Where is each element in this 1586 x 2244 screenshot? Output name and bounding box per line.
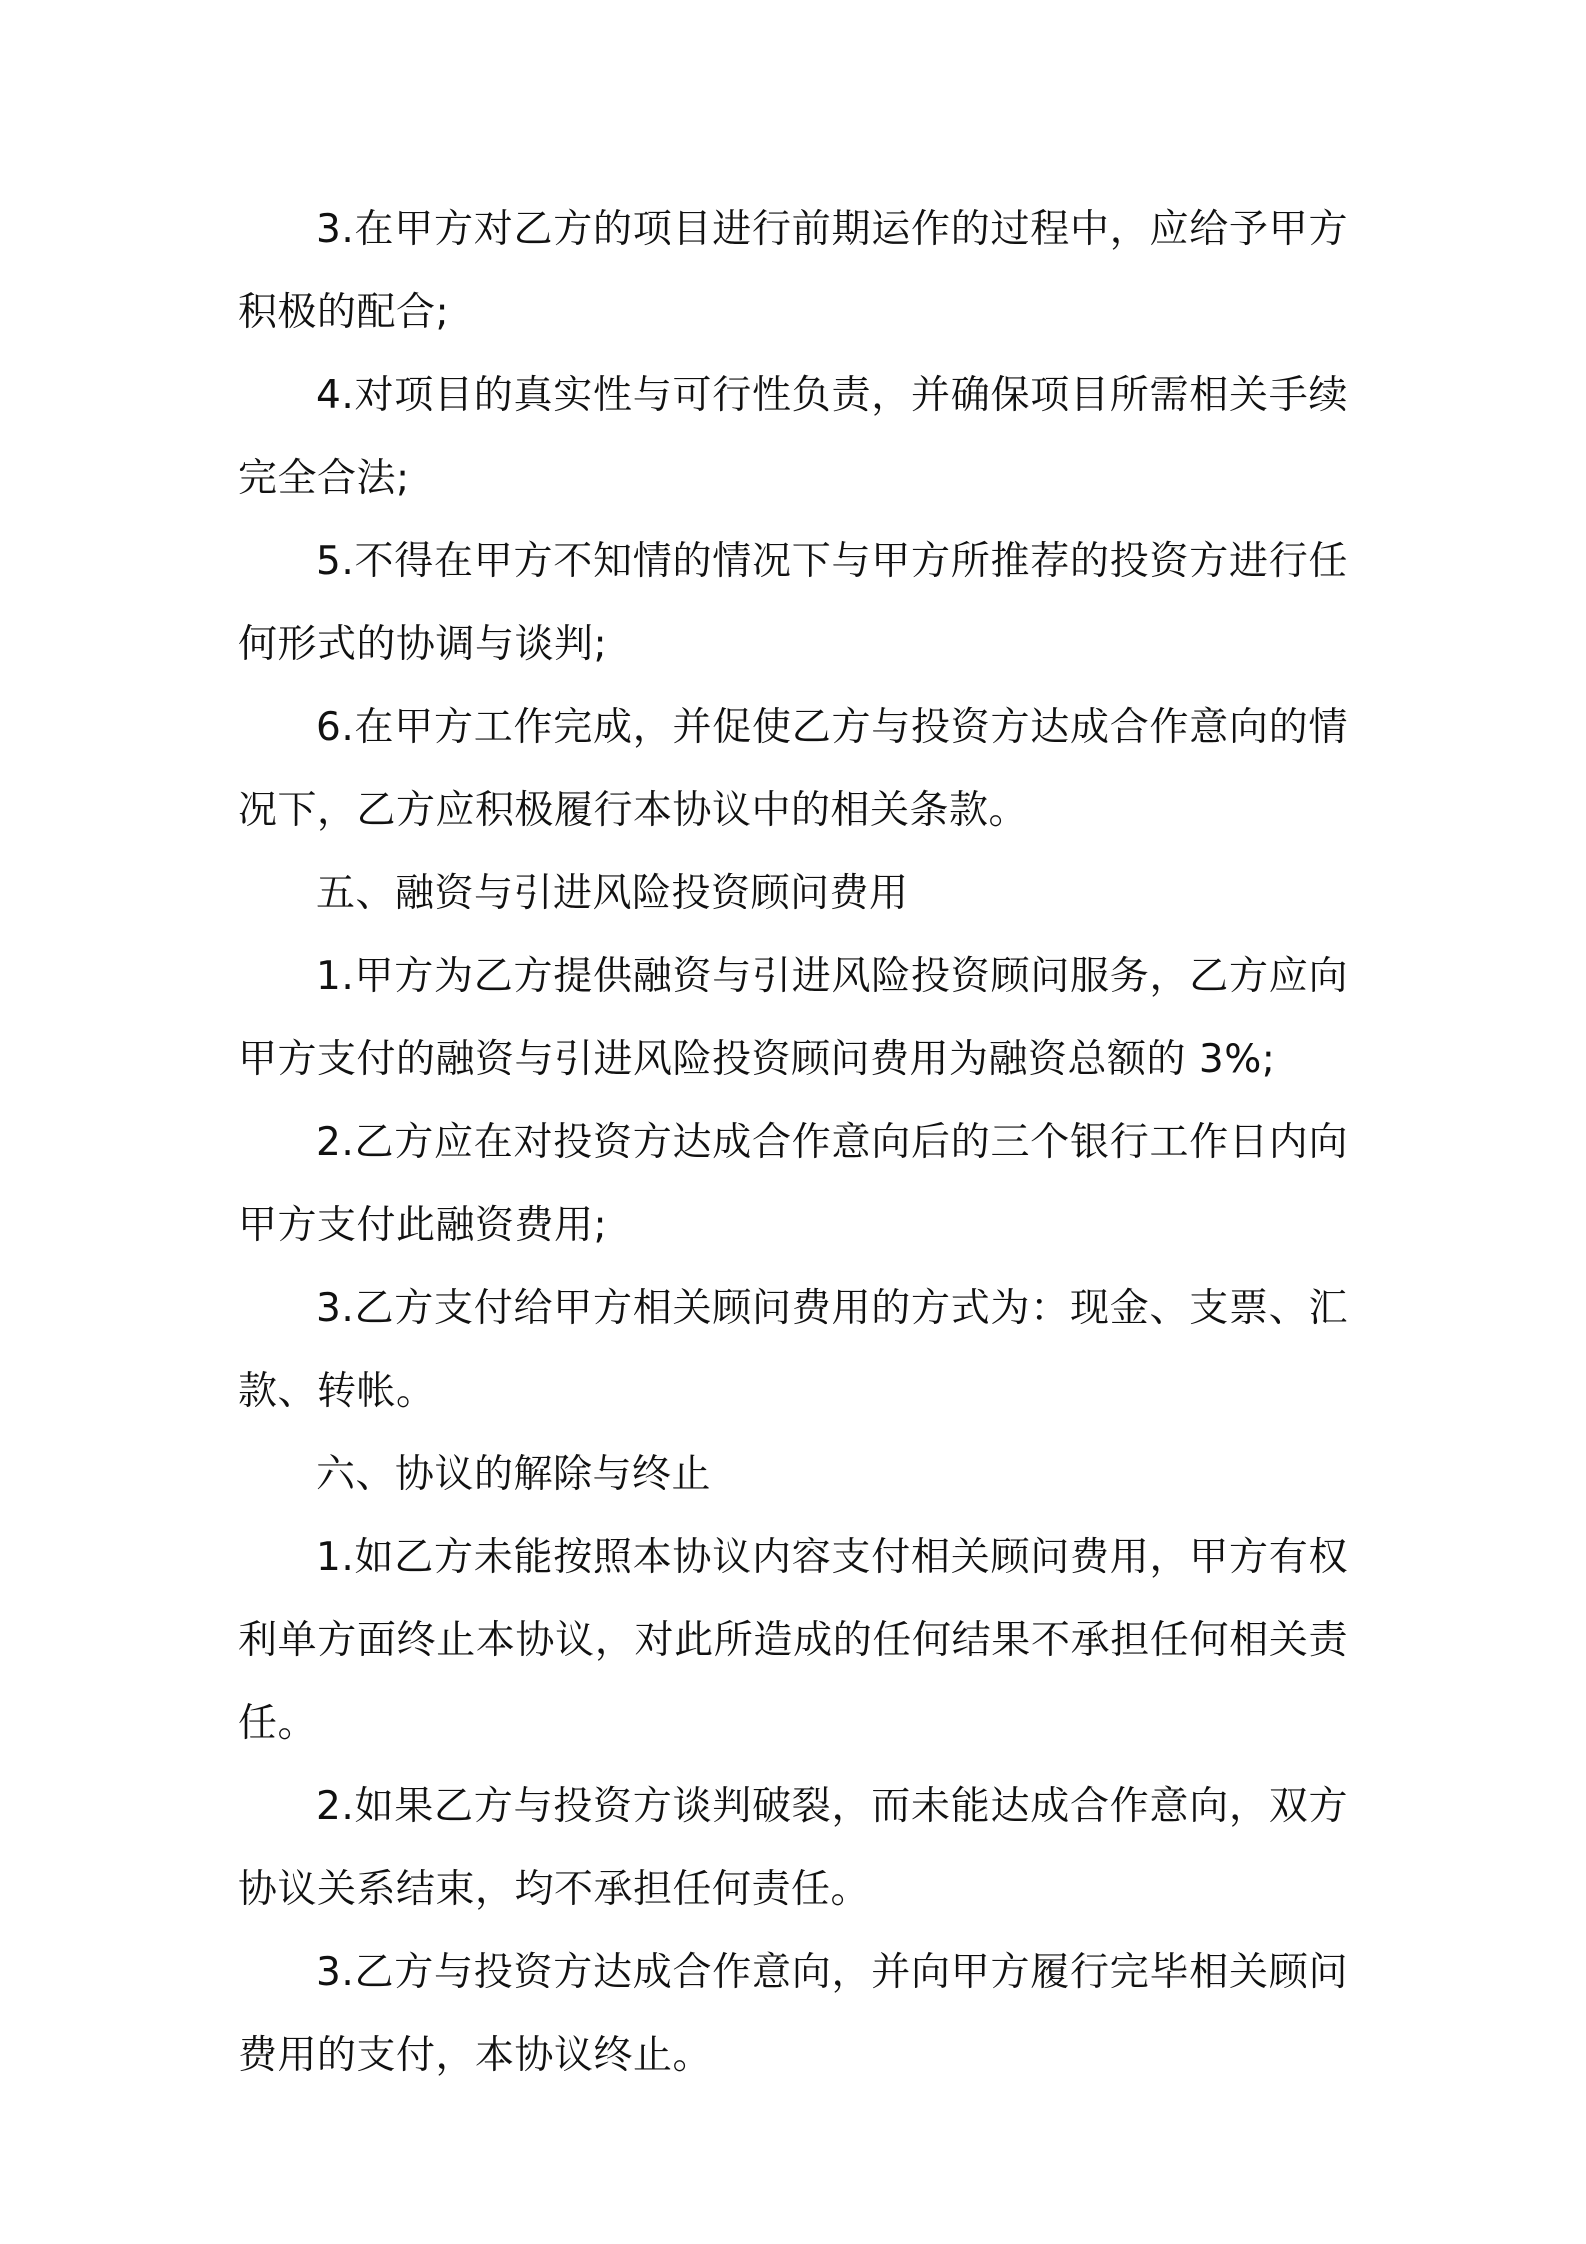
paragraph-termination-3: 3.乙方与投资方达成合作意向，并向甲方履行完毕相关顾问费用的支付，本协议终止。 bbox=[238, 1950, 1348, 2078]
paragraph-termination-1: 1.如乙方未能按照本协议内容支付相关顾问费用，甲方有权利单方面终止本协议，对此所造成的任何结果不承担任何相关责任。 bbox=[238, 1535, 1348, 1746]
paragraph-termination-2: 2.如果乙方与投资方谈判破裂，而未能达成合作意向，双方协议关系结束，均不承担任何责任。 bbox=[238, 1784, 1348, 1912]
paragraph-item-5-no-private-negotiation: 5.不得在甲方不知情的情况下与甲方所推荐的投资方进行任何形式的协调与谈判; bbox=[238, 539, 1348, 667]
paragraph-fee-3: 3.乙方支付给甲方相关顾问费用的方式为：现金、支票、汇款、转帐。 bbox=[238, 1286, 1348, 1414]
paragraph-item-6-fulfil-terms: 6.在甲方工作完成，并促使乙方与投资方达成合作意向的情况下，乙方应积极履行本协议中的相关条款。 bbox=[238, 705, 1348, 833]
paragraph-item-3-cooperation: 3.在甲方对乙方的项目进行前期运作的过程中，应给予甲方积极的配合; bbox=[238, 207, 1348, 335]
paragraph-fee-2: 2.乙方应在对投资方达成合作意向后的三个银行工作日内向甲方支付此融资费用; bbox=[238, 1120, 1348, 1248]
paragraph-item-4-authenticity: 4.对项目的真实性与可行性负责，并确保项目所需相关手续完全合法; bbox=[238, 373, 1348, 501]
section-heading-5: 五、融资与引进风险投资顾问费用 bbox=[316, 871, 909, 916]
paragraph-fee-1: 1.甲方为乙方提供融资与引进风险投资顾问服务，乙方应向甲方支付的融资与引进风险投资顾问费用为融资总额的 3%; bbox=[238, 954, 1348, 1082]
document-body bbox=[238, 188, 1348, 2097]
section-heading-6: 六、协议的解除与终止 bbox=[316, 1452, 712, 1497]
